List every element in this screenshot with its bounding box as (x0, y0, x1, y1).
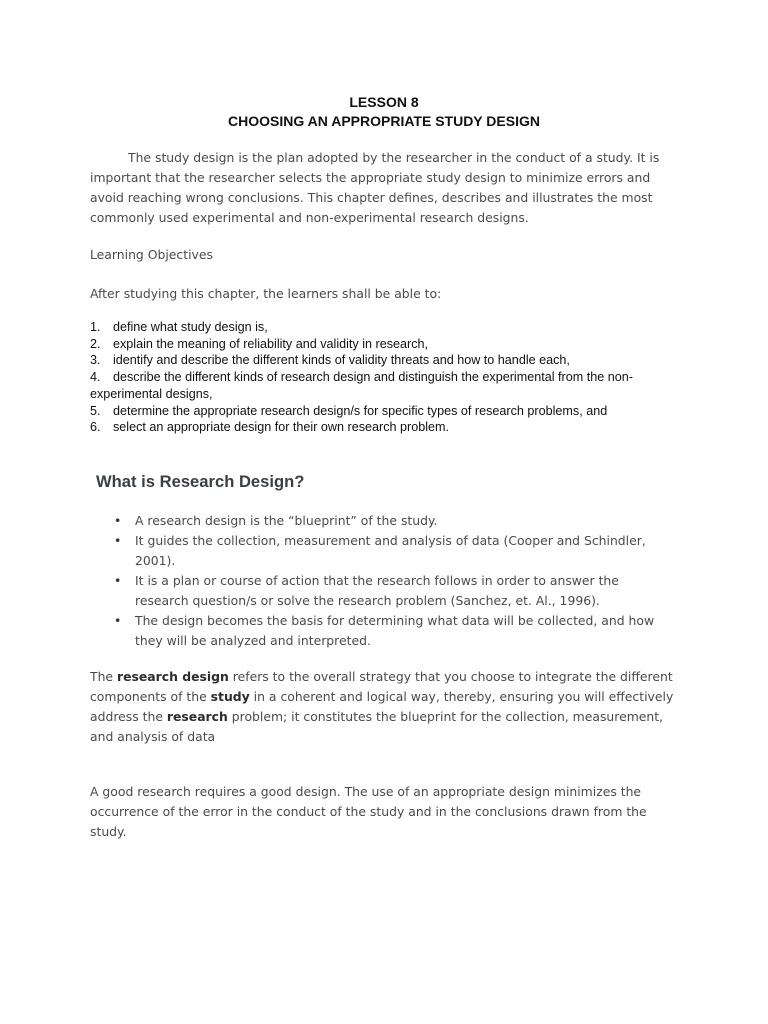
definition-bold-term: research (166, 709, 228, 724)
bullet-dot-icon: • (114, 573, 122, 588)
section-title: What is Research Design? (96, 472, 305, 491)
objective-number: 5. (90, 403, 101, 418)
definition-bold-term: research design (116, 669, 229, 684)
bullet-item (110, 571, 670, 611)
objective-number: 2. (90, 336, 101, 351)
lesson-header (0, 93, 768, 131)
intro-paragraph (90, 148, 682, 228)
objective-item (90, 403, 690, 420)
objective-item (90, 352, 690, 369)
objectives-list (90, 319, 690, 436)
objective-text: determine the appropriate research design/s for specific types of research problems, and (113, 403, 608, 418)
objective-item (90, 419, 690, 436)
bullet-item (110, 611, 670, 651)
objective-number: 3. (90, 353, 101, 368)
intro-text: The study design is the plan adopted by the researcher in the conduct of a study. It is important that the researcher selects the appropriate study design to minimize errors and avoid reaching wrong conclusions. This chapter defines, describes and illustrates the most commonly used experimental and non-experimental research designs. (90, 150, 660, 225)
lesson-number: LESSON 8 (349, 94, 419, 110)
objective-item (90, 336, 690, 353)
good-design-paragraph: A good research requires a good design. The use of an appropriate design minimizes the occurrence of the error in the conduct of the study and in the conclusions drawn from the study. (90, 784, 647, 839)
objective-item (90, 319, 690, 336)
definition-text: problem; it constitutes the blueprint for the collection, measurement, and analysis of data (90, 709, 664, 744)
objective-text: define what study design is, (113, 320, 268, 334)
bullet-item (110, 531, 670, 571)
objective-number: 6. (90, 420, 101, 435)
research-design-bullets (110, 511, 670, 651)
definition-text: The (90, 669, 117, 684)
objective-number: 4. (90, 370, 101, 385)
objectives-lead-in: After studying this chapter, the learners shall be able to: (90, 286, 442, 301)
bullet-text: It is a plan or course of action that the research follows in order to answer the research question/s or solve the research problem (Sanchez, et. Al., 1996). (135, 573, 619, 608)
bullet-text: A research design is the “blueprint” of the study. (135, 513, 438, 528)
definition-bold-term: study (210, 689, 250, 704)
lesson-title: CHOOSING AN APPROPRIATE STUDY DESIGN (228, 113, 540, 129)
definition-text: refers to the overall strategy that you choose to integrate the different components of the (90, 669, 673, 704)
bullet-item (110, 511, 670, 531)
objective-text: select an appropriate design for their own research problem. (113, 420, 450, 435)
definition-paragraph (90, 667, 682, 747)
objective-number: 1. (90, 320, 101, 334)
bullet-text: It guides the collection, measurement and analysis of data (Cooper and Schindler, 2001). (135, 533, 646, 568)
objective-text: explain the meaning of reliability and validity in research, (113, 336, 429, 351)
definition-text: in a coherent and logical way, thereby, ensuring you will effectively address the (90, 689, 674, 724)
objective-text: identify and describe the different kinds of validity threats and how to handle each, (113, 353, 570, 368)
objective-text: describe the different kinds of research design and distinguish the experimental from the non-experimental designs, (90, 370, 633, 401)
objective-item (90, 369, 690, 402)
bullet-dot-icon: • (114, 533, 122, 548)
bullet-dot-icon: • (114, 613, 122, 628)
bullet-text: The design becomes the basis for determining what data will be collected, and how they will be analyzed and interpreted. (135, 613, 655, 648)
learning-objectives-heading: Learning Objectives (90, 247, 213, 262)
bullet-dot-icon: • (114, 513, 122, 528)
